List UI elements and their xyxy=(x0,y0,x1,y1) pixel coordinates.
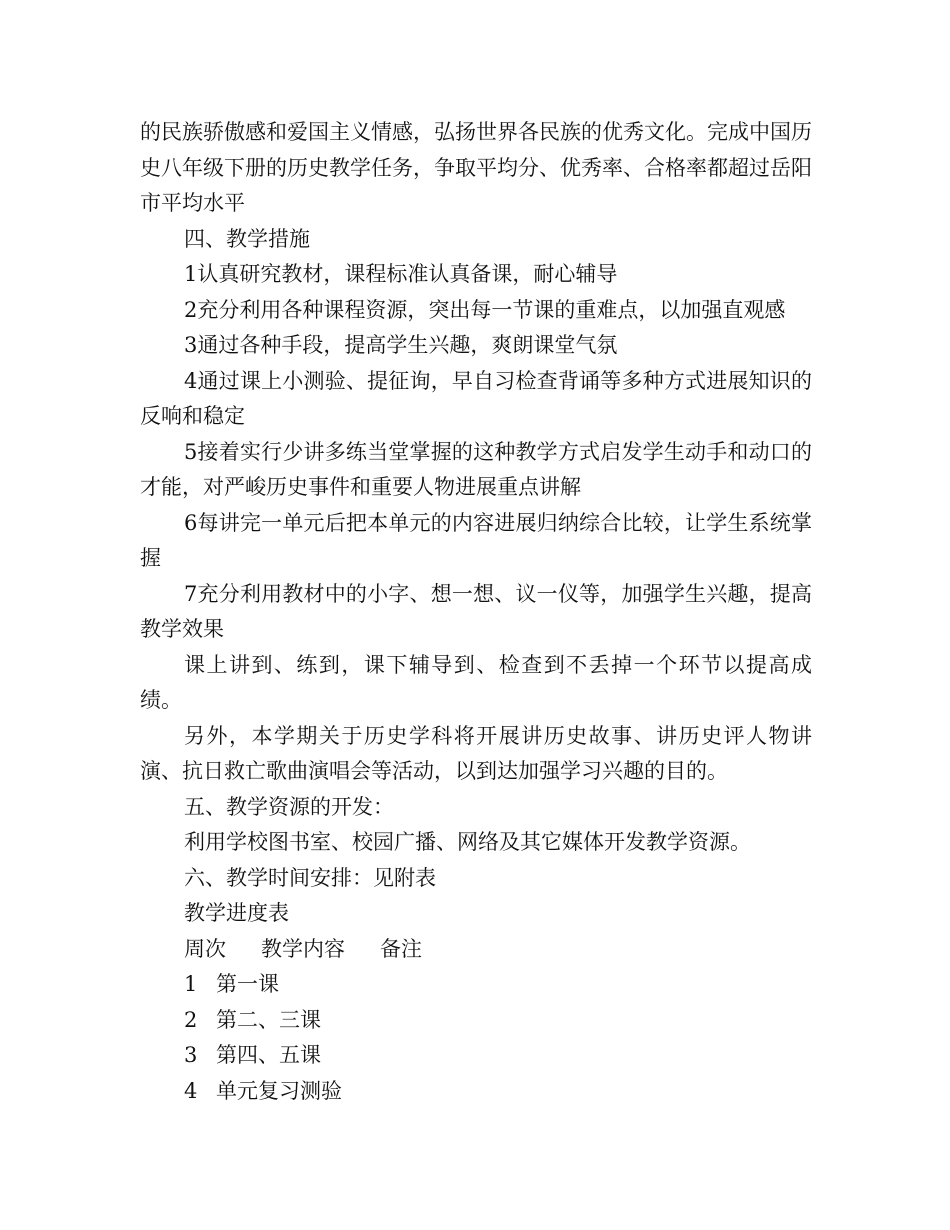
schedule-header-content: 教学内容 xyxy=(261,936,345,961)
measure-item-7: 7充分利用教材中的小字、想一想、议一仪等，加强学生兴趣，提高教学效果 xyxy=(140,581,812,641)
document-page xyxy=(140,115,812,1109)
measure-item-3: 3通过各种手段，提高学生兴趣，爽朗课堂气氛 xyxy=(184,333,618,357)
paragraph-follow-up: 课上讲到、练到，课下辅导到、检查到不丢掉一个环节以提高成绩。 xyxy=(140,652,812,712)
schedule-row xyxy=(140,1038,812,1074)
schedule-header-week: 周次 xyxy=(184,936,226,961)
measure-item-4: 4通过课上小测验、提征询，早自习检查背诵等多种方式进展知识的反响和稳定 xyxy=(140,368,812,428)
schedule-content: 第一课 xyxy=(216,972,279,996)
schedule-header-notes: 备注 xyxy=(380,936,422,961)
schedule-header-row xyxy=(140,932,812,968)
schedule-content: 第二、三课 xyxy=(216,1007,321,1032)
measure-item-5: 5接着实行少讲多练当堂掌握的这种教学方式启发学生动手和动口的才能，对严峻历史事件和重要人物进展重点讲解 xyxy=(140,439,812,499)
schedule-content: 第四、五课 xyxy=(216,1043,321,1067)
schedule-week: 1 xyxy=(184,972,198,996)
schedule-content: 单元复习测验 xyxy=(216,1078,342,1103)
schedule-week: 2 xyxy=(184,1007,198,1032)
heading-resources: 五、教学资源的开发： xyxy=(184,794,394,819)
heading-teaching-measures: 四、教学措施 xyxy=(184,226,310,251)
paragraph-resources: 利用学校图书室、校园广播、网络及其它媒体开发教学资源。 xyxy=(184,830,751,854)
measure-item-2: 2充分利用各种课程资源，突出每一节课的重难点，以加强直观感 xyxy=(184,297,786,322)
schedule-row xyxy=(140,967,812,1003)
paragraph-goals: 的民族骄傲感和爱国主义情感，弘扬世界各民族的优秀文化。完成中国历史八年级下册的历史教学任务，争取平均分、优秀率、合格率都超过岳阳市平均水平 xyxy=(140,120,812,215)
heading-schedule: 六、教学时间安排：见附表 xyxy=(184,865,436,890)
measure-item-6: 6每讲完一单元后把本单元的内容进展归纳综合比较，让学生系统掌握 xyxy=(140,510,812,570)
schedule-row xyxy=(140,1074,812,1110)
schedule-title: 教学进度表 xyxy=(184,901,289,925)
schedule-week: 3 xyxy=(184,1043,198,1067)
schedule-row xyxy=(140,1003,812,1039)
measure-item-1: 1认真研究教材，课程标准认真备课，耐心辅导 xyxy=(184,262,618,286)
schedule-week: 4 xyxy=(184,1078,198,1103)
paragraph-activities: 另外，本学期关于历史学科将开展讲历史故事、讲历史评人物讲演、抗日救亡歌曲演唱会等活动，以到达加强学习兴趣的目的。 xyxy=(140,723,812,783)
